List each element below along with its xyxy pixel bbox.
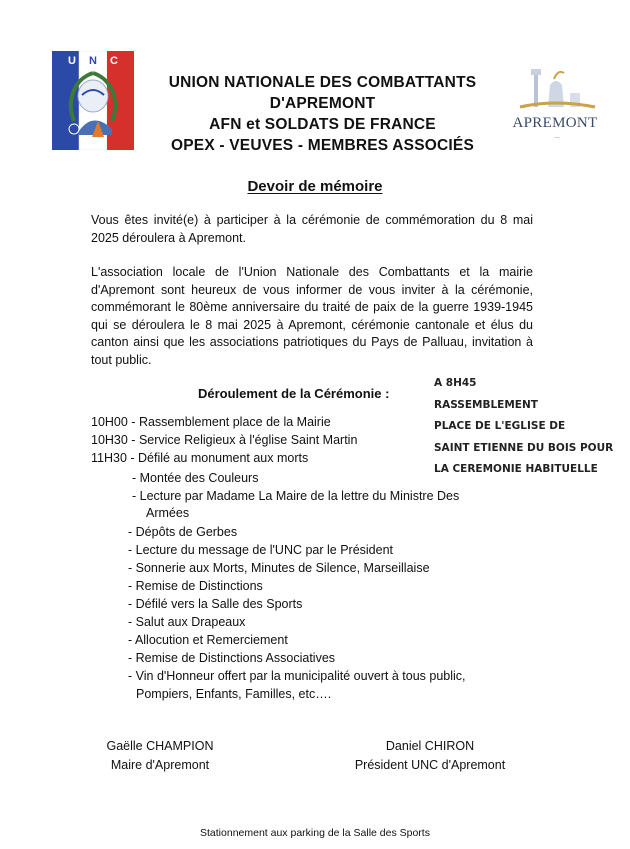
side-note-line: A 8H45 bbox=[434, 377, 477, 389]
side-note-line: PLACE DE L'EGLISE DE bbox=[434, 420, 566, 432]
unc-logo bbox=[52, 51, 134, 150]
header-line-1: UNION NATIONALE DES COMBATTANTS bbox=[168, 74, 477, 91]
program-item: 11H30 - Défilé au monument aux morts bbox=[91, 451, 309, 465]
signature-president bbox=[340, 737, 520, 775]
header-titles bbox=[150, 72, 495, 156]
paragraph-invitation: Vous êtes invité(e) à participer à la cérémonie de commémoration du 8 mai 2025 déroulera à Apremont. bbox=[91, 213, 533, 245]
apremont-wordmark: APREMONT bbox=[512, 115, 598, 131]
side-note-line: RASSEMBLEMENT bbox=[434, 398, 538, 411]
header-line-2: D'APREMONT bbox=[269, 95, 376, 112]
sub-item: - Remise de Distinctions Associatives bbox=[128, 651, 336, 665]
ceremony-heading: Déroulement de la Cérémonie : bbox=[198, 386, 390, 401]
sub-item: - Lecture du message de l'UNC par le Président bbox=[128, 543, 394, 557]
sub-item: - Montée des Couleurs bbox=[132, 471, 259, 485]
footer-parking-note: Stationnement aux parking de la Salle des Sports bbox=[200, 827, 430, 839]
apremont-subtext: — bbox=[554, 135, 560, 141]
sub-item-continuation: Pompiers, Enfants, Familles, etc…. bbox=[136, 687, 332, 701]
header-line-3: AFN et SOLDATS DE FRANCE bbox=[209, 116, 436, 133]
signature-mayor bbox=[90, 737, 230, 775]
paragraph-association: L'association locale de l'Union Nationale des Combattants et la mairie d'Apremont sont heureux de vous informer de vous inviter à la cérémonie, commémorant le 80ème anniversaire du traité de paix de la guerre 1939-1945 qui se déroulera le 8 mai 2025 à Apremont, cérémonie cantonale et élus du canton ainsi que les associations patriotiques du Pays de Palluau, invitation à tout public. bbox=[91, 265, 533, 367]
signature-name: Daniel CHIRON bbox=[385, 739, 475, 753]
program-item: 10H30 - Service Religieux à l'église Saint Martin bbox=[91, 433, 358, 447]
signature-role: Maire d'Apremont bbox=[110, 758, 210, 772]
signature-name: Gaëlle CHAMPION bbox=[106, 739, 214, 753]
apremont-logo bbox=[500, 63, 610, 143]
program-list bbox=[91, 413, 357, 467]
side-note-line: LA CEREMONIE HABITUELLE bbox=[434, 463, 598, 475]
sub-item: - Allocution et Remerciement bbox=[128, 633, 288, 647]
sub-item: - Vin d'Honneur offert par la municipalité ouvert à tous public, bbox=[128, 669, 466, 683]
sub-item: - Défilé vers la Salle des Sports bbox=[128, 597, 303, 611]
signature-role: Président UNC d'Apremont bbox=[354, 758, 506, 772]
document-title bbox=[0, 178, 630, 195]
sub-item: - Salut aux Drapeaux bbox=[128, 615, 246, 629]
logo-letter-c: C bbox=[110, 55, 118, 67]
logo-letter-n: N bbox=[89, 55, 97, 67]
side-note bbox=[434, 373, 630, 481]
logo-letter-u: U bbox=[68, 55, 76, 67]
sub-item: - Remise de Distinctions bbox=[128, 579, 263, 593]
sub-item: - Dépôts de Gerbes bbox=[128, 525, 238, 539]
document-title-text: Devoir de mémoire bbox=[247, 178, 383, 195]
sub-item: - Sonnerie aux Morts, Minutes de Silence, Marseillaise bbox=[128, 561, 430, 575]
sub-item: - Lecture par Madame La Maire de la lettre du Ministre Des bbox=[132, 489, 460, 503]
program-item: 10H00 - Rassemblement place de la Mairie bbox=[91, 415, 331, 429]
sub-item-continuation: Armées bbox=[146, 506, 190, 520]
header-line-4: OPEX - VEUVES - MEMBRES ASSOCIÉS bbox=[171, 137, 474, 154]
side-note-line: SAINT ETIENNE DU BOIS POUR bbox=[434, 441, 614, 454]
